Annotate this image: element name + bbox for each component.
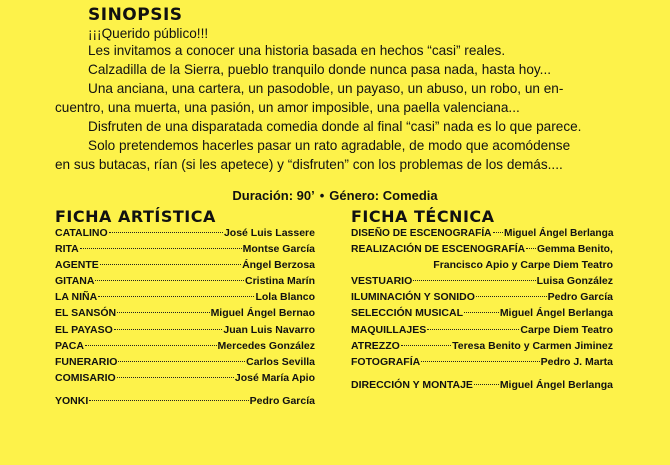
- credit-row: [351, 305, 613, 321]
- dot-leader: [118, 361, 245, 362]
- credit-name: Pedro J. Marta: [540, 355, 613, 368]
- credit-name: Miguel Ángel Berlanga: [499, 307, 613, 320]
- credit-name: Carlos Sevilla: [246, 355, 315, 368]
- duration-genre: [0, 188, 670, 203]
- credit-role: EL PAYASO: [55, 323, 113, 336]
- credit-name: Montse García: [242, 243, 315, 256]
- credit-role: ILUMINACIÓN Y SONIDO: [351, 291, 475, 304]
- credit-row: [351, 377, 613, 393]
- sinopsis-line: Les invitamos a conocer una historia basada en hechos “casi” reales.: [88, 43, 506, 58]
- duration: Duración: 90’: [232, 188, 315, 203]
- ficha-tecnica-title: FICHA TÉCNICA: [351, 207, 495, 226]
- dot-leader: [95, 280, 244, 281]
- credit-role: PACA: [55, 339, 84, 352]
- sinopsis-line: en sus butacas, rían (si les apetece) y “disfruten” con los problemas de los demás....: [55, 157, 563, 172]
- sinopsis-line: cuentro, una muerta, una pasión, un amor imposible, una paella valenciana...: [55, 100, 520, 115]
- dot-leader: [427, 329, 519, 330]
- sinopsis-line: Calzadilla de la Sierra, pueblo tranquilo donde nunca pasa nada, hasta hoy...: [88, 62, 552, 77]
- credit-role: FUNERARIO: [55, 355, 118, 368]
- credit-name: Francisco Apio y Carpe Diem Teatro: [433, 259, 613, 272]
- credit-name: Gemma Benito,: [537, 243, 614, 256]
- credit-role: ATREZZO: [351, 339, 400, 352]
- credit-row: [351, 241, 613, 257]
- credit-row: [55, 273, 315, 289]
- credit-role: MAQUILLAJES: [351, 323, 427, 336]
- ficha-tecnica-list: [351, 225, 613, 393]
- credit-name: Pedro García: [249, 394, 315, 407]
- credit-name: Cristina Marín: [244, 275, 315, 288]
- credit-name: Miguel Ángel Berlanga: [503, 227, 614, 239]
- dot-leader: [474, 384, 499, 385]
- credit-row: [55, 393, 315, 409]
- dot-leader: [109, 232, 223, 233]
- dot-leader: [476, 296, 547, 297]
- credit-name: Miguel Ángel Bernao: [210, 307, 315, 320]
- credit-row: [55, 354, 315, 370]
- sinopsis-line: ¡¡¡Querido público!!!: [88, 26, 209, 41]
- dot-leader: [100, 264, 241, 265]
- credit-role: DIRECCIÓN Y MONTAJE: [351, 378, 473, 391]
- sinopsis-line: Solo pretendemos hacerles pasar un rato agradable, de modo que acomódense: [88, 138, 571, 153]
- credit-name: Ángel Berzosa: [242, 259, 315, 272]
- credit-name: Luisa González: [536, 275, 613, 288]
- sinopsis-line: Disfruten de una disparatada comedia donde al final “casi” nada es lo que parece.: [88, 119, 582, 134]
- credit-row: [351, 338, 613, 354]
- credit-role: SELECCIÓN MUSICAL: [351, 307, 464, 320]
- separator-dot: •: [319, 188, 325, 203]
- credit-role: YONKI: [55, 394, 89, 407]
- credit-row: [55, 338, 315, 354]
- credit-row: [55, 257, 315, 273]
- credit-role: RITA: [55, 243, 79, 256]
- credit-row: [55, 225, 315, 241]
- credit-row: [351, 257, 613, 273]
- dot-leader: [117, 312, 209, 313]
- credit-row: [351, 289, 613, 305]
- credit-name: Lola Blanco: [255, 291, 315, 304]
- credit-name: Miguel Ángel Berlanga: [499, 378, 613, 391]
- credit-role: LA NIÑA: [55, 291, 98, 304]
- credit-name: Teresa Benito y Carmen Jiminez: [452, 339, 613, 352]
- credit-role: COMISARIO: [55, 371, 116, 384]
- sinopsis-title: SINOPSIS: [88, 5, 183, 25]
- dot-leader: [413, 280, 535, 281]
- dot-leader: [98, 296, 254, 297]
- credit-role: REALIZACIÓN DE ESCENOGRAFÍA: [351, 243, 526, 256]
- dot-leader: [85, 345, 217, 346]
- credit-row: [55, 370, 315, 386]
- credit-row: [55, 241, 315, 257]
- credit-row: [55, 305, 315, 321]
- credit-role: AGENTE: [55, 259, 99, 272]
- genre: Género: Comedia: [329, 188, 438, 203]
- credit-role: GITANA: [55, 275, 95, 288]
- credit-name: José Luis Lassere: [223, 227, 315, 239]
- dot-leader: [464, 312, 499, 313]
- credit-role: FOTOGRAFÍA: [351, 355, 421, 368]
- dot-leader: [80, 248, 242, 249]
- credit-name: José María Apio: [234, 371, 315, 384]
- credit-row: [351, 354, 613, 370]
- credit-row: [55, 322, 315, 338]
- dot-leader: [117, 377, 234, 378]
- dot-leader: [421, 361, 539, 362]
- credit-name: Pedro García: [547, 291, 613, 304]
- dot-leader: [493, 232, 503, 233]
- dot-leader: [526, 248, 536, 249]
- credit-name: Juan Luis Navarro: [223, 323, 315, 336]
- credit-row: [351, 322, 613, 338]
- credit-name: Carpe Diem Teatro: [520, 323, 613, 336]
- credit-name: Mercedes González: [217, 339, 315, 352]
- credit-role: VESTUARIO: [351, 275, 413, 288]
- credit-role: EL SANSÓN: [55, 307, 117, 320]
- credit-row: [351, 225, 613, 241]
- credit-role: CATALINO: [55, 227, 108, 239]
- sinopsis-line: Una anciana, una cartera, un pasodoble, un payaso, un abuso, un robo, un en-: [88, 81, 564, 96]
- credit-role: DISEÑO DE ESCENOGRAFÍA: [351, 227, 492, 239]
- credit-row: [351, 273, 613, 289]
- ficha-artistica-list: [55, 225, 315, 409]
- dot-leader: [89, 400, 248, 401]
- credit-row: [55, 289, 315, 305]
- ficha-artistica-title: FICHA ARTÍSTICA: [55, 207, 216, 226]
- dot-leader: [114, 329, 223, 330]
- dot-leader: [401, 345, 451, 346]
